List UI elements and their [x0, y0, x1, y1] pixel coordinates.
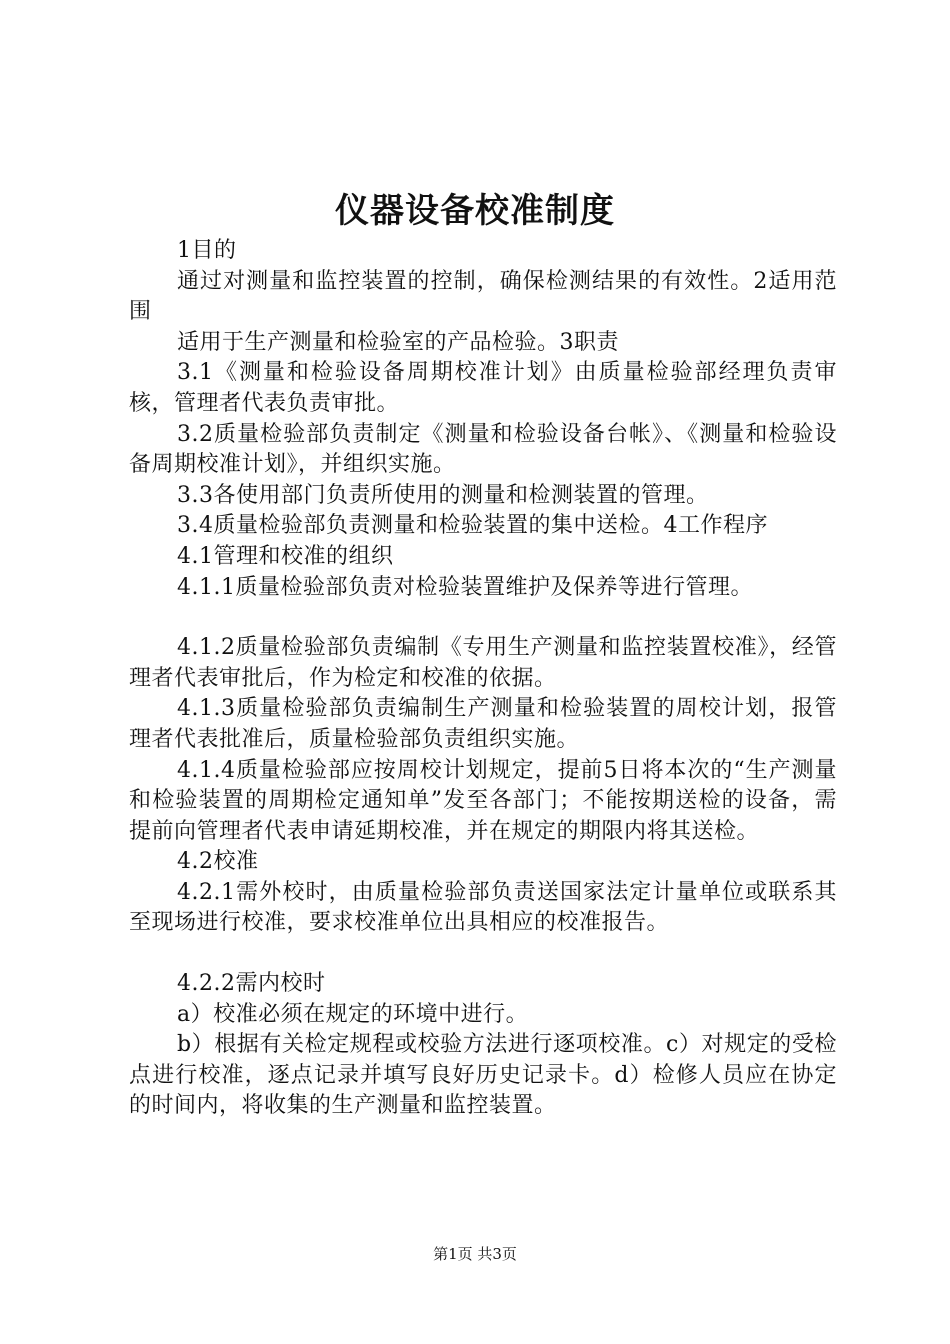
- paragraph-gap: [129, 603, 837, 633]
- paragraph: b）根据有关检定规程或校验方法进行逐项校准。c）对规定的受检点进行校准，逐点记录并填写良好历史记录卡。d）检修人员应在协定的时间内，将收集的生产测量和监控装置。: [129, 1032, 837, 1119]
- document-body: [129, 236, 837, 1122]
- paragraph-gap: [129, 939, 837, 969]
- paragraph: 适用于生产测量和检验室的产品检验。3职责: [177, 329, 619, 355]
- paragraph: a）校准必须在规定的环境中进行。: [177, 1001, 529, 1027]
- paragraph: 4.1.2质量检验部负责编制《专用生产测量和监控装置校准》，经管理者代表审批后，作为检定和校准的依据。: [129, 635, 837, 691]
- paragraph: 通过对测量和监控装置的控制，确保检测结果的有效性。2适用范围: [129, 268, 837, 325]
- paragraph: 3.3各使用部门负责所使用的测量和检测装置的管理。: [177, 482, 709, 508]
- paragraph: 4.2.2需内校时: [177, 971, 326, 997]
- paragraph: 3.1《测量和检验设备周期校准计划》由质量检验部经理负责审核，管理者代表负责审批。: [129, 360, 837, 416]
- paragraph: 4.1.1质量检验部负责对检验装置维护及保养等进行管理。: [177, 574, 753, 600]
- paragraph: 1目的: [177, 238, 237, 263]
- document-title: 仪器设备校准制度: [335, 191, 615, 231]
- page-footer: 第1页 共3页: [433, 1245, 517, 1263]
- paragraph: 3.4质量检验部负责测量和检验装置的集中送检。4工作程序: [177, 513, 768, 539]
- paragraph: 3.2质量检验部负责制定《测量和检验设备台帐》、《测量和检验设备周期校准计划》，并组织实施。: [129, 421, 837, 478]
- paragraph: 4.2校准: [177, 849, 259, 875]
- paragraph: 4.1.3质量检验部负责编制生产测量和检验装置的周校计划，报管理者代表批准后，质量检验部负责组织实施。: [129, 696, 837, 752]
- paragraph: 4.1.4质量检验部应按周校计划规定，提前5日将本次的“生产测量和检验装置的周期检定通知单”发至各部门；不能按期送检的设备，需提前向管理者代表申请延期校准，并在规定的期限内将其送检。: [129, 757, 837, 844]
- paragraph: 4.2.1需外校时，由质量检验部负责送国家法定计量单位或联系其至现场进行校准，要求校准单位出具相应的校准报告。: [129, 879, 837, 936]
- paragraph: 4.1管理和校准的组织: [177, 543, 394, 569]
